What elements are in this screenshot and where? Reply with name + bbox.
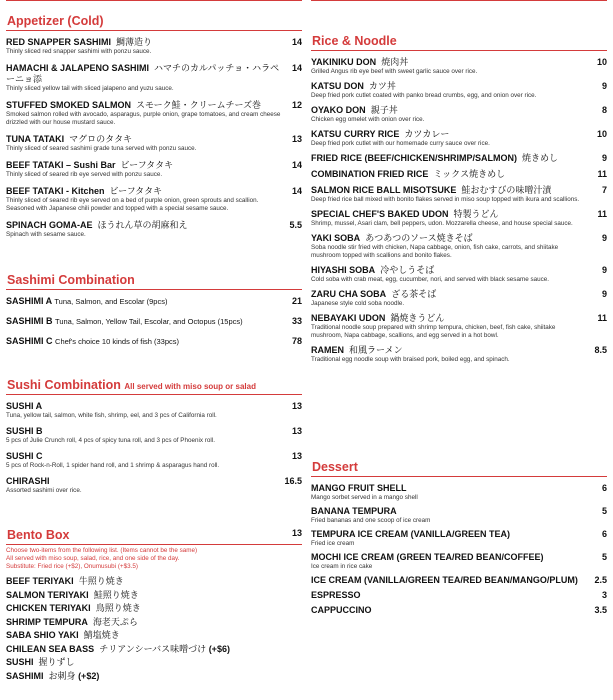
item-title: MANGO FRUIT SHELL xyxy=(311,483,407,493)
section-title: Appetizer (Cold) xyxy=(6,14,302,31)
item-japanese: 海老天ぷら xyxy=(92,616,138,627)
item-name xyxy=(311,590,607,601)
item-japanese: ざる茶そば xyxy=(391,289,437,299)
menu-item xyxy=(311,289,607,308)
item-extra: (+$6) xyxy=(208,643,230,654)
item-description: Thinly sliced of seared rib eye served on a bed of purple onion, green sprouts and scallion. Seasoned with Japanese chili powder and topped with a special sesame sauce. xyxy=(6,197,259,212)
item-description: Thinly sliced yellow tail with sliced jalapeno and yuzu sauce. xyxy=(6,85,174,92)
section-title xyxy=(6,528,302,545)
sushi-title-text: Sushi Combination xyxy=(7,378,121,392)
item-title: BEEF TATAKI - Kitchen xyxy=(6,186,105,196)
menu-item xyxy=(6,316,302,327)
menu-item xyxy=(311,590,607,601)
menu-item xyxy=(311,185,607,204)
item-price: 2.5 xyxy=(594,575,607,585)
menu-item xyxy=(6,336,302,347)
menu-item xyxy=(6,220,302,239)
item-price: 14 xyxy=(291,160,302,170)
item-title: SASHIMI B xyxy=(6,316,53,326)
item-price: 21 xyxy=(291,296,302,306)
item-japanese: 特製うどん xyxy=(453,209,499,219)
item-name xyxy=(6,134,302,145)
item-price: 9 xyxy=(601,265,607,275)
menu-item xyxy=(6,160,302,179)
item-price: 6 xyxy=(601,483,607,493)
item-price: 5 xyxy=(601,506,607,516)
menu-item xyxy=(6,451,302,470)
item-title: SPINACH GOMA-AE xyxy=(6,220,93,230)
menu-item xyxy=(6,476,302,495)
dessert-section xyxy=(311,460,607,620)
item-japanese: カツ丼 xyxy=(368,81,396,91)
item-title: CHILEAN SEA BASS xyxy=(6,643,95,654)
item-japanese: 鯖塩焼き xyxy=(83,630,120,640)
menu-item xyxy=(311,483,607,502)
item-japanese: ハマチのカルパッチョ・ハラペーニョ添 xyxy=(6,63,280,84)
item-title: SABA SHIO YAKI xyxy=(6,630,79,640)
item-price: 8.5 xyxy=(594,345,607,355)
item-description: Traditional egg noodle soup with braised pork, boiled egg, and spinach. xyxy=(311,356,510,363)
item-title: COMBINATION FRIED RICE xyxy=(311,169,429,179)
menu-item xyxy=(311,552,607,571)
menu-item xyxy=(311,313,607,340)
item-title: SALMON TERIYAKI xyxy=(6,589,89,600)
item-description: Fried ice cream xyxy=(311,540,355,547)
menu-item xyxy=(6,134,302,153)
item-title: STUFFED SMOKED SALMON xyxy=(6,100,131,110)
item-price: 13 xyxy=(291,451,302,461)
item-price: 13 xyxy=(291,426,302,436)
item-description: Tuna, yellow tail, salmon, white fish, shrimp, eel, and 3 pcs of California roll. xyxy=(6,412,217,419)
item-title: ESPRESSO xyxy=(311,590,361,600)
item-name xyxy=(311,233,607,244)
item-inline-desc: Chef's choice 10 kinds of fish (33pcs) xyxy=(55,337,180,346)
item-price: 9 xyxy=(601,153,607,163)
item-name xyxy=(311,575,607,586)
item-price: 8 xyxy=(601,105,607,115)
item-japanese: あつあつのソース焼きそば xyxy=(365,233,473,243)
item-price: 11 xyxy=(597,169,607,179)
item-description: Chicken egg omelet with onion over rice. xyxy=(311,116,425,123)
item-title: SASHIMI xyxy=(6,670,44,681)
menu-item xyxy=(6,63,302,93)
item-inline-desc: Tuna, Salmon, and Escolar (9pcs) xyxy=(54,297,168,306)
menu-item xyxy=(311,529,607,548)
item-title: HIYASHI SOBA xyxy=(311,265,376,275)
bento-item xyxy=(6,602,302,616)
item-name xyxy=(6,451,302,462)
item-description: Japanese style cold soba noodle. xyxy=(311,300,405,307)
item-title: YAKI SOBA xyxy=(311,233,361,243)
item-name xyxy=(6,37,302,48)
menu-item xyxy=(6,37,302,56)
item-japanese: 鮭照り焼き xyxy=(93,589,139,600)
section-title: Sashimi Combination xyxy=(6,273,302,290)
item-name xyxy=(311,289,607,300)
menu-item xyxy=(311,105,607,124)
item-title: HAMACHI & JALAPENO SASHIMI xyxy=(6,63,150,73)
bento-item xyxy=(6,656,302,670)
bento-section xyxy=(6,528,302,683)
item-japanese: 鯛薄造り xyxy=(116,37,153,47)
item-name xyxy=(311,483,607,494)
item-price: 3 xyxy=(601,590,607,600)
item-japanese: お刺身 xyxy=(48,670,76,681)
item-name xyxy=(311,185,607,196)
item-description: 5 pcs of Rock-n-Roll, 1 spider hand roll, and 1 shrimp & asparagus hand roll. xyxy=(6,462,220,469)
item-description: Thinly sliced of seared rib eye served with ponzu sauce. xyxy=(6,171,163,178)
item-name xyxy=(6,296,302,307)
item-price: 11 xyxy=(597,313,607,323)
item-title: ZARU CHA SOBA xyxy=(311,289,387,299)
item-japanese: マグロのタタキ xyxy=(69,134,133,144)
menu-item xyxy=(311,129,607,148)
item-title: SALMON RICE BALL MISOTSUKE xyxy=(311,185,457,195)
item-price: 6 xyxy=(601,529,607,539)
item-title: KATSU CURRY RICE xyxy=(311,129,400,139)
item-price: 16.5 xyxy=(284,476,302,486)
item-price: 13 xyxy=(291,401,302,411)
item-description: Smoked salmon rolled with avocado, asparagus, purple onion, grape tomatoes, and cream cheese drizzled with our house mustard sauce. xyxy=(6,111,281,126)
item-title: SUSHI C xyxy=(6,451,43,461)
item-japanese: 焼肉丼 xyxy=(381,57,409,67)
item-title: FRIED RICE (BEEF/CHICKEN/SHRIMP/SALMON) xyxy=(311,153,518,163)
item-title: NEBAYAKI UDON xyxy=(311,313,386,323)
item-name xyxy=(6,160,302,171)
item-japanese: 鮭おむすびの味噌汁漬 xyxy=(461,185,552,195)
item-title: RAMEN xyxy=(311,345,344,355)
item-description: Spinach with sesame sauce. xyxy=(6,231,86,238)
item-japanese: ミックス焼きめし xyxy=(433,169,506,179)
item-description: Shrimp, mussel, Asari clam, bell peppers, udon. Mozzarella cheese, and house special sauce. xyxy=(311,220,573,227)
item-title: YAKINIKU DON xyxy=(311,57,377,67)
item-title: RED SNAPPER SASHIMI xyxy=(6,37,112,47)
bento-item xyxy=(6,629,302,643)
item-price: 14 xyxy=(291,37,302,47)
bento-item xyxy=(6,670,302,684)
menu-item xyxy=(311,605,607,616)
bento-item xyxy=(6,575,302,589)
item-japanese: 冷やしうそば xyxy=(380,265,435,275)
item-title: CHICKEN TERIYAKI xyxy=(6,603,91,613)
item-description: Cold soba with crab meat, egg, cucumber, nori, and served with black sesame sauce. xyxy=(311,276,550,283)
item-price: 9 xyxy=(601,289,607,299)
menu-item xyxy=(6,296,302,307)
item-extra: (+$2) xyxy=(78,670,100,681)
item-price: 33 xyxy=(291,316,302,326)
item-price: 10 xyxy=(596,129,607,139)
bento-item xyxy=(6,643,302,657)
item-price: 14 xyxy=(291,186,302,196)
menu-item xyxy=(311,575,607,586)
item-name xyxy=(311,129,607,140)
item-title: SASHIMI A xyxy=(6,296,52,306)
item-japanese: 焼きめし xyxy=(522,153,559,163)
item-description: Deep fried pork cutlet coated with panko bread crumbs, egg, and onion over rice. xyxy=(311,92,537,99)
sashimi-section xyxy=(6,273,302,356)
item-description: Assorted sashimi over rice. xyxy=(6,487,82,494)
item-name xyxy=(311,506,607,517)
item-japanese: カツカレー xyxy=(404,129,450,139)
item-name xyxy=(311,345,607,356)
item-name xyxy=(311,169,607,180)
item-price: 5 xyxy=(601,552,607,562)
item-japanese: ほうれん草の胡麻和え xyxy=(97,220,188,230)
item-name xyxy=(6,336,302,347)
item-name xyxy=(6,426,302,437)
sushi-subtitle: All served with miso soup or salad xyxy=(124,382,256,391)
item-name xyxy=(311,529,607,540)
item-price: 5.5 xyxy=(289,220,302,230)
item-name xyxy=(6,476,302,487)
bento-item xyxy=(6,616,302,630)
item-title: SHRIMP TEMPURA xyxy=(6,616,88,627)
item-description: Thinly sliced of seared sashimi grade tuna served with ponzu sauce. xyxy=(6,145,197,152)
menu-item xyxy=(311,233,607,260)
item-price: 13 xyxy=(291,134,302,144)
item-japanese: ビーフタタキ xyxy=(120,160,174,170)
item-name xyxy=(311,57,607,68)
item-name xyxy=(6,186,302,197)
bento-price: 13 xyxy=(291,528,302,538)
item-title: TEMPURA ICE CREAM (VANILLA/GREEN TEA) xyxy=(311,529,510,539)
item-title: TUNA TATAKI xyxy=(6,134,65,144)
menu-item xyxy=(6,401,302,420)
item-name xyxy=(311,105,607,116)
item-name xyxy=(6,220,302,231)
item-name xyxy=(311,605,607,616)
menu-item xyxy=(311,153,607,164)
menu-item xyxy=(311,57,607,76)
item-japanese: 握りずし xyxy=(38,657,75,667)
item-description: Thinly sliced red snapper sashimi with ponzu sauce. xyxy=(6,48,152,55)
item-name xyxy=(311,552,607,563)
section-title: Rice & Noodle xyxy=(311,34,607,51)
sushi-section xyxy=(6,378,302,501)
item-name xyxy=(311,209,607,220)
item-japanese: 親子丼 xyxy=(370,105,398,115)
item-name xyxy=(6,316,302,327)
item-description: Traditional noodle soup prepared with shrimp tempura, chicken, beef, fish cake, shiitake mushroom, Napa cabbage, scallions, and egg served in a hot bowl. xyxy=(311,324,556,339)
item-title: ICE CREAM (VANILLA/GREEN TEA/RED BEAN/MANGO/PLUM) xyxy=(311,575,578,585)
item-title: SUSHI B xyxy=(6,426,43,436)
item-price: 9 xyxy=(601,81,607,91)
item-description: Deep fried rice ball mixed with bonito flakes served in miso soup topped with ikura and scallions. xyxy=(311,196,580,203)
item-japanese: 鍋焼きうどん xyxy=(390,313,445,323)
menu-item xyxy=(6,426,302,445)
item-price: 12 xyxy=(291,100,302,110)
item-name xyxy=(311,81,607,92)
item-name xyxy=(6,63,302,85)
item-title: SUSHI xyxy=(6,657,34,667)
item-japanese: 牛照り焼き xyxy=(78,576,124,586)
item-name xyxy=(311,313,607,324)
item-name xyxy=(311,265,607,276)
item-name xyxy=(311,153,607,164)
bento-title-text: Bento Box xyxy=(7,528,70,542)
item-title: SPECIAL CHEF'S BAKED UDON xyxy=(311,209,449,219)
item-description: Ice cream in rice cake xyxy=(311,563,373,570)
item-title: KATSU DON xyxy=(311,81,364,91)
item-japanese: ビーフタタキ xyxy=(109,186,163,196)
section-title xyxy=(6,378,302,395)
section-title: Dessert xyxy=(311,460,607,477)
item-price: 11 xyxy=(597,209,607,219)
menu-item xyxy=(311,209,607,228)
item-title: CHIRASHI xyxy=(6,476,50,486)
item-title: BEEF TATAKI – Sushi Bar xyxy=(6,160,116,170)
rice-noodle-section xyxy=(311,34,607,369)
item-title: SASHIMI C xyxy=(6,336,53,346)
item-description: Fried bananas and one scoop of ice cream xyxy=(311,517,431,524)
menu-item xyxy=(311,345,607,364)
item-price: 3.5 xyxy=(594,605,607,615)
item-price: 10 xyxy=(596,57,607,67)
item-title: OYAKO DON xyxy=(311,105,366,115)
item-description: Mango sorbet served in a mango shell xyxy=(311,494,418,501)
item-price: 9 xyxy=(601,233,607,243)
item-title: MOCHI ICE CREAM (GREEN TEA/RED BEAN/COFFEE) xyxy=(311,552,544,562)
item-name xyxy=(6,100,302,111)
item-price: 7 xyxy=(601,185,607,195)
item-name xyxy=(6,401,302,412)
item-price: 14 xyxy=(291,63,302,73)
item-description: 5 pcs of Julie Crunch roll, 4 pcs of spicy tuna roll, and 3 pcs of Phoenix roll. xyxy=(6,437,215,444)
item-japanese: スモーク鮭・クリームチーズ巻 xyxy=(136,100,262,110)
item-description: Soba noodle stir fried with chicken, Napa cabbage, onion, fish cake, carrots, and shiitake mushroom topped with scallions and bonito flakes. xyxy=(311,244,559,259)
item-japanese: 鳥照り焼き xyxy=(95,603,141,613)
item-japanese: チリアンシーバス味噌づけ xyxy=(99,643,207,654)
menu-item xyxy=(6,100,302,127)
bento-item xyxy=(6,589,302,603)
item-title: CAPPUCCINO xyxy=(311,605,372,615)
bento-note: Choose two-items from the following list. (Items cannot be the same) All served with miso soup, salad, rice, and one side of the day. Substitute: Fried rice (+$2), Onumusubi (+$3.5) xyxy=(6,547,198,570)
appetizer-section xyxy=(6,14,302,246)
menu-item xyxy=(311,169,607,180)
item-title: SUSHI A xyxy=(6,401,43,411)
menu-item xyxy=(311,506,607,525)
menu-item xyxy=(311,81,607,100)
item-title: BANANA TEMPURA xyxy=(311,506,397,516)
item-description: Deep fried pork cutlet with our homemade curry sauce over rice. xyxy=(311,140,490,147)
item-title: BEEF TERIYAKI xyxy=(6,576,74,586)
item-inline-desc: Tuna, Salmon, Yellow Tail, Escolar, and Octopus (15pcs) xyxy=(55,317,243,326)
item-japanese: 和風ラーメン xyxy=(349,345,403,355)
menu-item xyxy=(6,186,302,213)
item-description: Grilled Angus rib eye beef with sweet garlic sauce over rice. xyxy=(311,68,478,75)
menu-item xyxy=(311,265,607,284)
item-price: 78 xyxy=(291,336,302,346)
